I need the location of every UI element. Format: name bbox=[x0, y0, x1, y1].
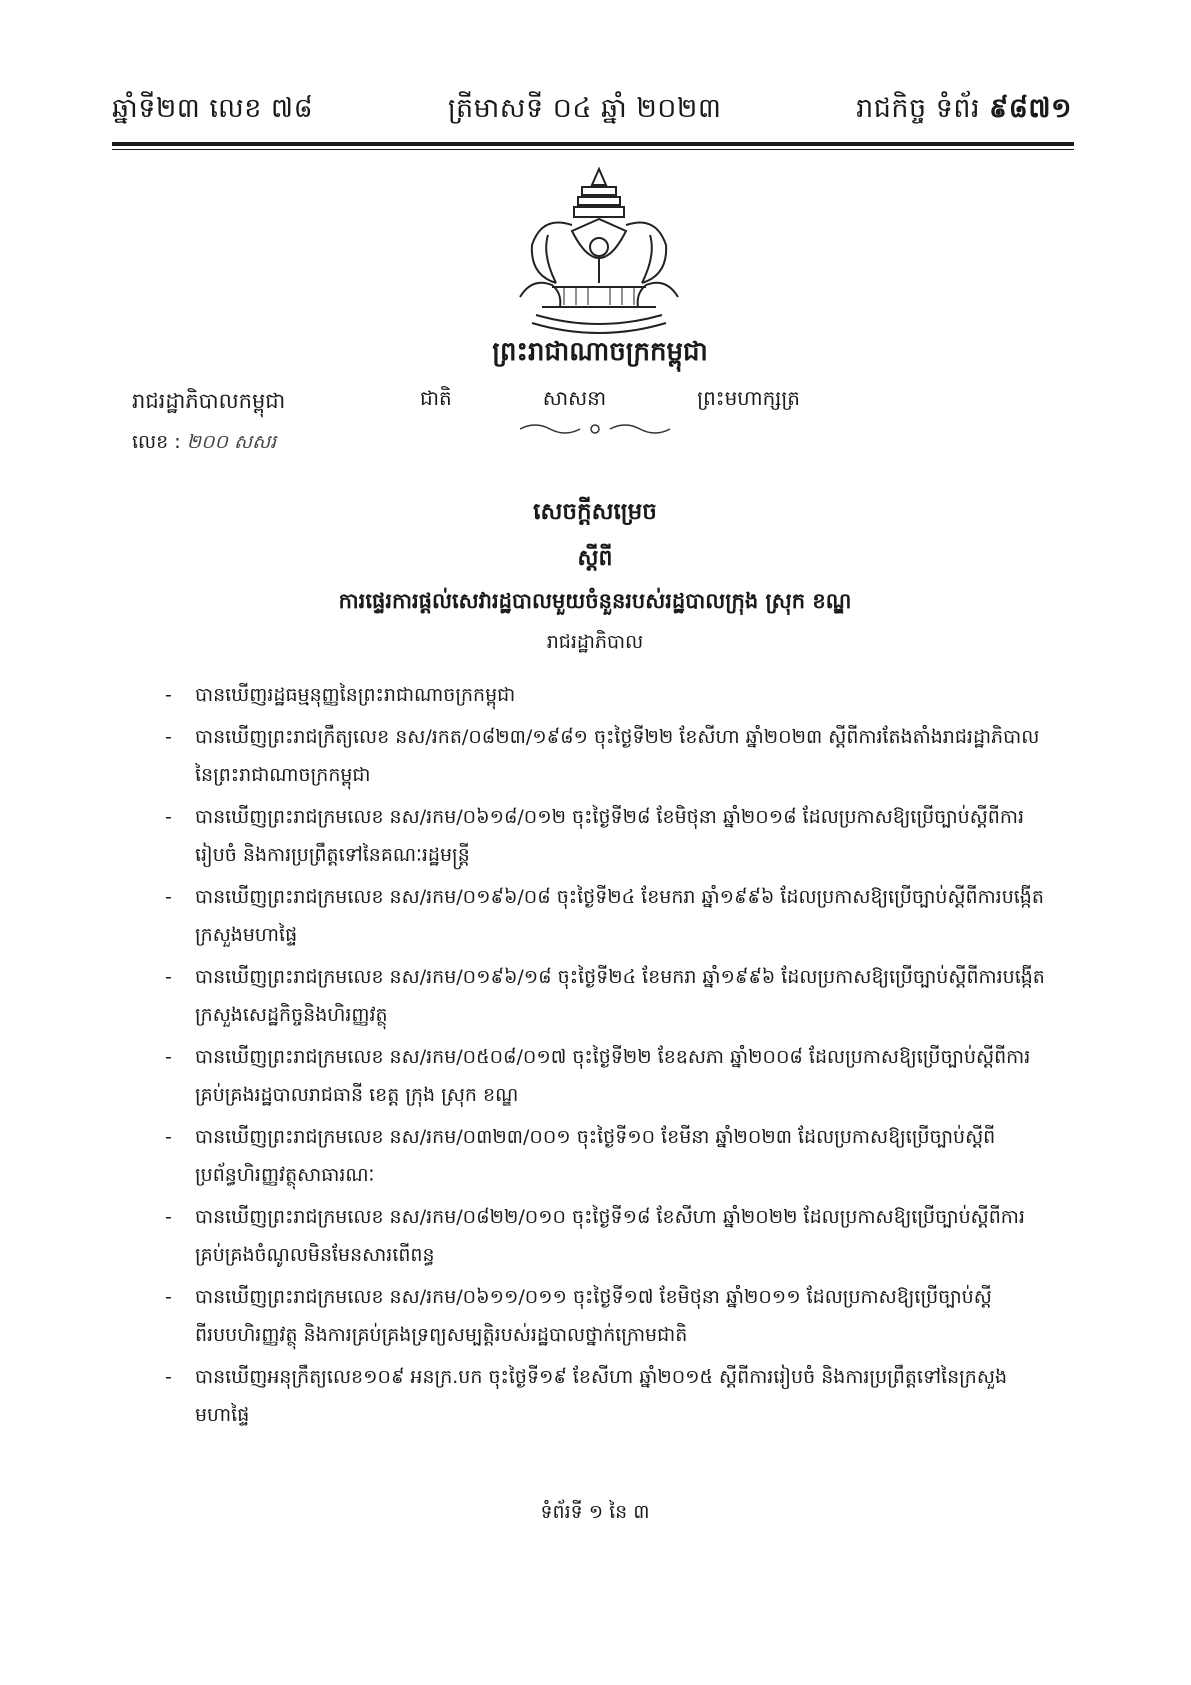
preamble-clause: - បានឃើញព្រះរាជក្រមលេខ នស/រកម/០៣២៣/០០១ ចុះថ្ងៃទី១០ ខែមីនា ឆ្នាំ២០២៣ ដែលប្រកាសឱ្យប្រើច្បាប់ស្តីពីប្រព័ន្ធហិរញ្ញវត្ថុសាធារណៈ bbox=[165, 1118, 1045, 1194]
motto-king: ព្រះមហាក្សត្រ bbox=[697, 386, 800, 410]
header-rule-thick bbox=[112, 142, 1074, 146]
decision-subject: ការផ្ទេរការផ្តល់សេវារដ្ឋបាលមួយចំនួនរបស់រដ្ឋបាលក្រុង ស្រុក ខណ្ឌ bbox=[338, 589, 852, 613]
preamble-clause: - បានឃើញព្រះរាជក្រមលេខ នស/រកម/០៥០៨/០១៧ ចុះថ្ងៃទី២២ ខែឧសភា ឆ្នាំ២០០៨ ដែលប្រកាសឱ្យប្រើច្បាប់ស្តីពីការគ្រប់គ្រងរដ្ឋបាលរាជធានី ខេត្ត ក្រុង ស្រុក ខណ្ឌ bbox=[165, 1038, 1045, 1114]
royal-emblem-icon bbox=[512, 165, 686, 335]
header-rule-thin bbox=[112, 149, 1074, 150]
reference-number: ២០០ សសរ bbox=[186, 431, 277, 453]
preamble-clause: - បានឃើញព្រះរាជក្រមលេខ នស/រកម/០១៩៦/១៨ ចុះថ្ងៃទី២៤ ខែមករា ឆ្នាំ១៩៩៦ ដែលប្រកាសឱ្យប្រើច្បាប់ស្តីពីការបង្កើតក្រសួងសេដ្ឋកិច្ចនិងហិរញ្ញវត្ថុ bbox=[165, 958, 1045, 1034]
issue-date: ត្រីមាសទី ០៤ ឆ្នាំ ២០២៣ bbox=[447, 92, 722, 124]
kingdom-name: ព្រះរាជាណាចក្រកម្ពុជា bbox=[492, 337, 708, 367]
title-about: ស្តីពី bbox=[577, 546, 613, 571]
page-footer: ទំព័រទី ១ នៃ ៣ bbox=[540, 1501, 650, 1523]
motto-nation: ជាតិ bbox=[420, 386, 452, 410]
preamble-clauses bbox=[165, 676, 1045, 1438]
national-motto bbox=[420, 385, 800, 415]
page-header bbox=[112, 88, 1072, 134]
reference bbox=[132, 430, 276, 458]
preamble-clause: - បានឃើញព្រះរាជក្រមលេខ នស/រកម/០៨២២/០១០ ចុះថ្ងៃទី១៨ ខែសីហា ឆ្នាំ២០២២ ដែលប្រកាសឱ្យប្រើច្បាប់ស្តីពីការគ្រប់គ្រងចំណូលមិនមែនសារពើពន្ធ bbox=[165, 1198, 1045, 1274]
preamble-clause: - បានឃើញព្រះរាជក្រមលេខ នស/រកម/០៦១៨/០១២ ចុះថ្ងៃទី២៨ ខែមិថុនា ឆ្នាំ២០១៨ ដែលប្រកាសឱ្យប្រើច្បាប់ស្តីពីការរៀបចំ និងការប្រព្រឹត្តទៅនៃគណៈរដ្ឋមន្ត្រី bbox=[165, 798, 1045, 874]
decision-authority: រាជរដ្ឋាភិបាល bbox=[546, 631, 644, 653]
divider-ornament-icon bbox=[510, 420, 680, 438]
document-type: សេចក្តីសម្រេច bbox=[533, 499, 657, 525]
gazette-page-number: ៩៨៧១ bbox=[989, 92, 1072, 124]
gazette-page bbox=[856, 92, 1072, 131]
preamble-clause: - បានឃើញអនុក្រឹត្យលេខ១០៩ អនក្រ.បក ចុះថ្ងៃទី១៩ ខែសីហា ឆ្នាំ២០១៥ ស្តីពីការរៀបចំ និងការប្រព្រឹត្តទៅនៃក្រសួងមហាផ្ទៃ bbox=[165, 1358, 1045, 1434]
preamble-clause: - បានឃើញព្រះរាជក្រឹត្យលេខ នស/រកត/០៨២៣/១៩៨១ ចុះថ្ងៃទី២២ ខែសីហា ឆ្នាំ២០២៣ ស្តីពីការតែងតាំងរាជរដ្ឋាភិបាល នៃព្រះរាជាណាចក្រកម្ពុជា bbox=[165, 718, 1045, 794]
reference-label: លេខ : bbox=[132, 431, 181, 453]
preamble-clause: - បានឃើញព្រះរាជក្រមលេខ នស/រកម/០៦១១/០១១ ចុះថ្ងៃទី១៧ ខែមិថុនា ឆ្នាំ២០១១ ដែលប្រកាសឱ្យប្រើច្បាប់ស្តីពីរបបហិរញ្ញវត្ថុ និងការគ្រប់គ្រងទ្រព្យសម្បត្តិរបស់រដ្ឋបាលថ្នាក់ក្រោមជាតិ bbox=[165, 1278, 1045, 1354]
motto-religion: សាសនា bbox=[542, 386, 607, 410]
issuing-authority: រាជរដ្ឋាភិបាលកម្ពុជា bbox=[132, 389, 286, 413]
decision-title bbox=[200, 498, 990, 668]
gazette-page-label: រាជកិច្ច ទំព័រ bbox=[856, 92, 981, 124]
preamble-clause: - បានឃើញរដ្ឋធម្មនុញ្ញនៃព្រះរាជាណាចក្រកម្ពុជា bbox=[165, 676, 1045, 714]
preamble-clause: - បានឃើញព្រះរាជក្រមលេខ នស/រកម/០១៩៦/០៨ ចុះថ្ងៃទី២៤ ខែមករា ឆ្នាំ១៩៩៦ ដែលប្រកាសឱ្យប្រើច្បាប់ស្តីពីការបង្កើតក្រសួងមហាផ្ទៃ bbox=[165, 878, 1045, 954]
issue-number: ឆ្នាំទី២៣ លេខ ៧៨ bbox=[112, 92, 314, 124]
